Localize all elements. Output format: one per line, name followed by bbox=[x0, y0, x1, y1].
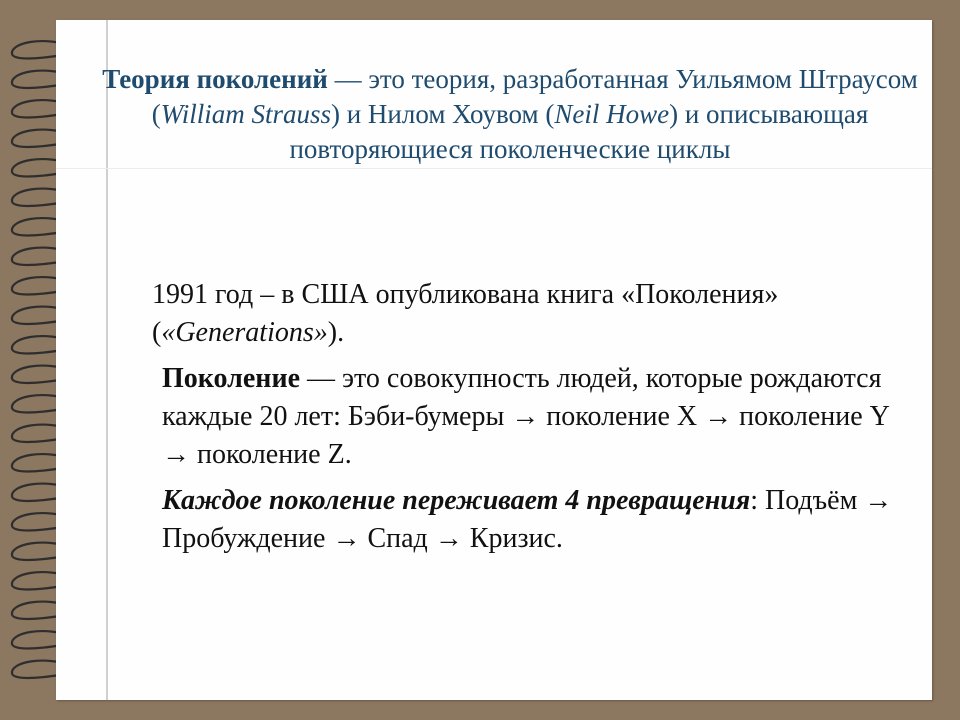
generation-text: — это совокупность людей, которые рождаются каждые 20 лет: Бэби-бумеры → поколение X → поколение Y → поколение Z. bbox=[162, 363, 889, 470]
title-text-c: ) и описывающая повторяющиеся поколенческие циклы bbox=[289, 99, 869, 164]
generation-term: Поколение bbox=[162, 363, 301, 394]
title-name-strauss: William Strauss bbox=[160, 99, 331, 129]
title-text-b: ) и Нилом Хоувом ( bbox=[330, 99, 555, 129]
book-text-a: 1991 год – в США опубликована книга «Поколения» ( bbox=[152, 279, 779, 348]
paragraph-generation bbox=[116, 360, 916, 474]
slide-title bbox=[100, 62, 920, 167]
book-text-b: ). bbox=[327, 317, 345, 348]
paragraph-book bbox=[116, 276, 916, 352]
paragraph-transformations bbox=[116, 482, 916, 558]
transformations-text: : Подъём → Пробуждение → Спад → Кризис. bbox=[162, 485, 893, 554]
ruled-line bbox=[56, 168, 932, 169]
slide-body bbox=[116, 276, 916, 566]
title-term: Теория поколений bbox=[102, 64, 328, 94]
transformations-emphasis: Каждое поколение переживает 4 превращения bbox=[162, 485, 751, 516]
book-title-italic: «Generations» bbox=[161, 317, 328, 348]
title-text-a: — это теория, разработанная Уильямом Штраусом ( bbox=[151, 64, 918, 129]
title-name-howe: Neil Howe bbox=[554, 99, 670, 129]
